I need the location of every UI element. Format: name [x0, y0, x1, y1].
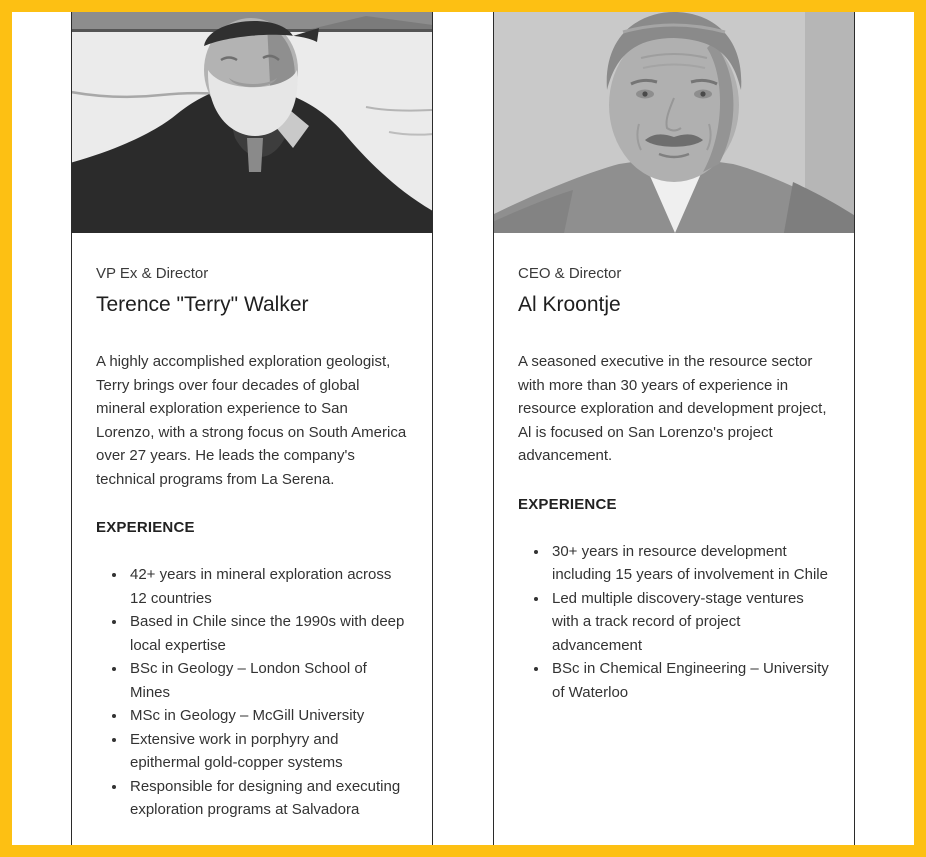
experience-heading: EXPERIENCE	[518, 495, 617, 513]
member-card-terence-walker	[71, 12, 433, 845]
member-name: Al Kroontje	[518, 293, 621, 316]
experience-heading: EXPERIENCE	[96, 519, 195, 536]
experience-item: • Extensive work in porphyry and epithermal gold-copper systems	[127, 728, 408, 775]
al-kroontje-photo	[494, 12, 854, 233]
experience-item: • Led multiple discovery-stage ventures with a track record of project advancement	[549, 587, 830, 658]
member-details	[72, 233, 432, 822]
member-bio: A highly accomplished exploration geologist, Terry brings over four decades of global mineral exploration experience to San Lorenzo, with a strong focus on South America over 27 years. He leads the company's technical programs from La Serena.	[96, 353, 407, 488]
experience-item: • MSc in Geology – McGill University	[127, 704, 408, 728]
member-card-al-kroontje	[493, 12, 855, 845]
member-bio: A seasoned executive in the resource sector with more than 30 years of experience in resource exploration and development project, Al is focused on San Lorenzo's project advancement.	[518, 353, 827, 464]
experience-list	[518, 540, 830, 705]
experience-item: • 42+ years in mineral exploration across 12 countries	[127, 563, 408, 610]
experience-item: • BSc in Geology – London School of Mines	[127, 657, 408, 704]
experience-item: • BSc in Chemical Engineering – University of Waterloo	[549, 657, 830, 704]
member-details	[494, 233, 854, 704]
team-grid	[12, 12, 914, 845]
experience-list	[96, 563, 408, 822]
member-role: VP Ex & Director	[96, 265, 209, 282]
experience-item: • Based in Chile since the 1990s with deep local expertise	[127, 610, 408, 657]
member-role: CEO & Director	[518, 265, 622, 282]
experience-item: • 30+ years in resource development including 15 years of involvement in Chile	[549, 540, 830, 587]
member-name: Terence "Terry" Walker	[96, 293, 309, 316]
terence-walker-photo	[72, 12, 432, 233]
experience-item: • Responsible for designing and executing exploration programs at Salvadora	[127, 775, 408, 822]
